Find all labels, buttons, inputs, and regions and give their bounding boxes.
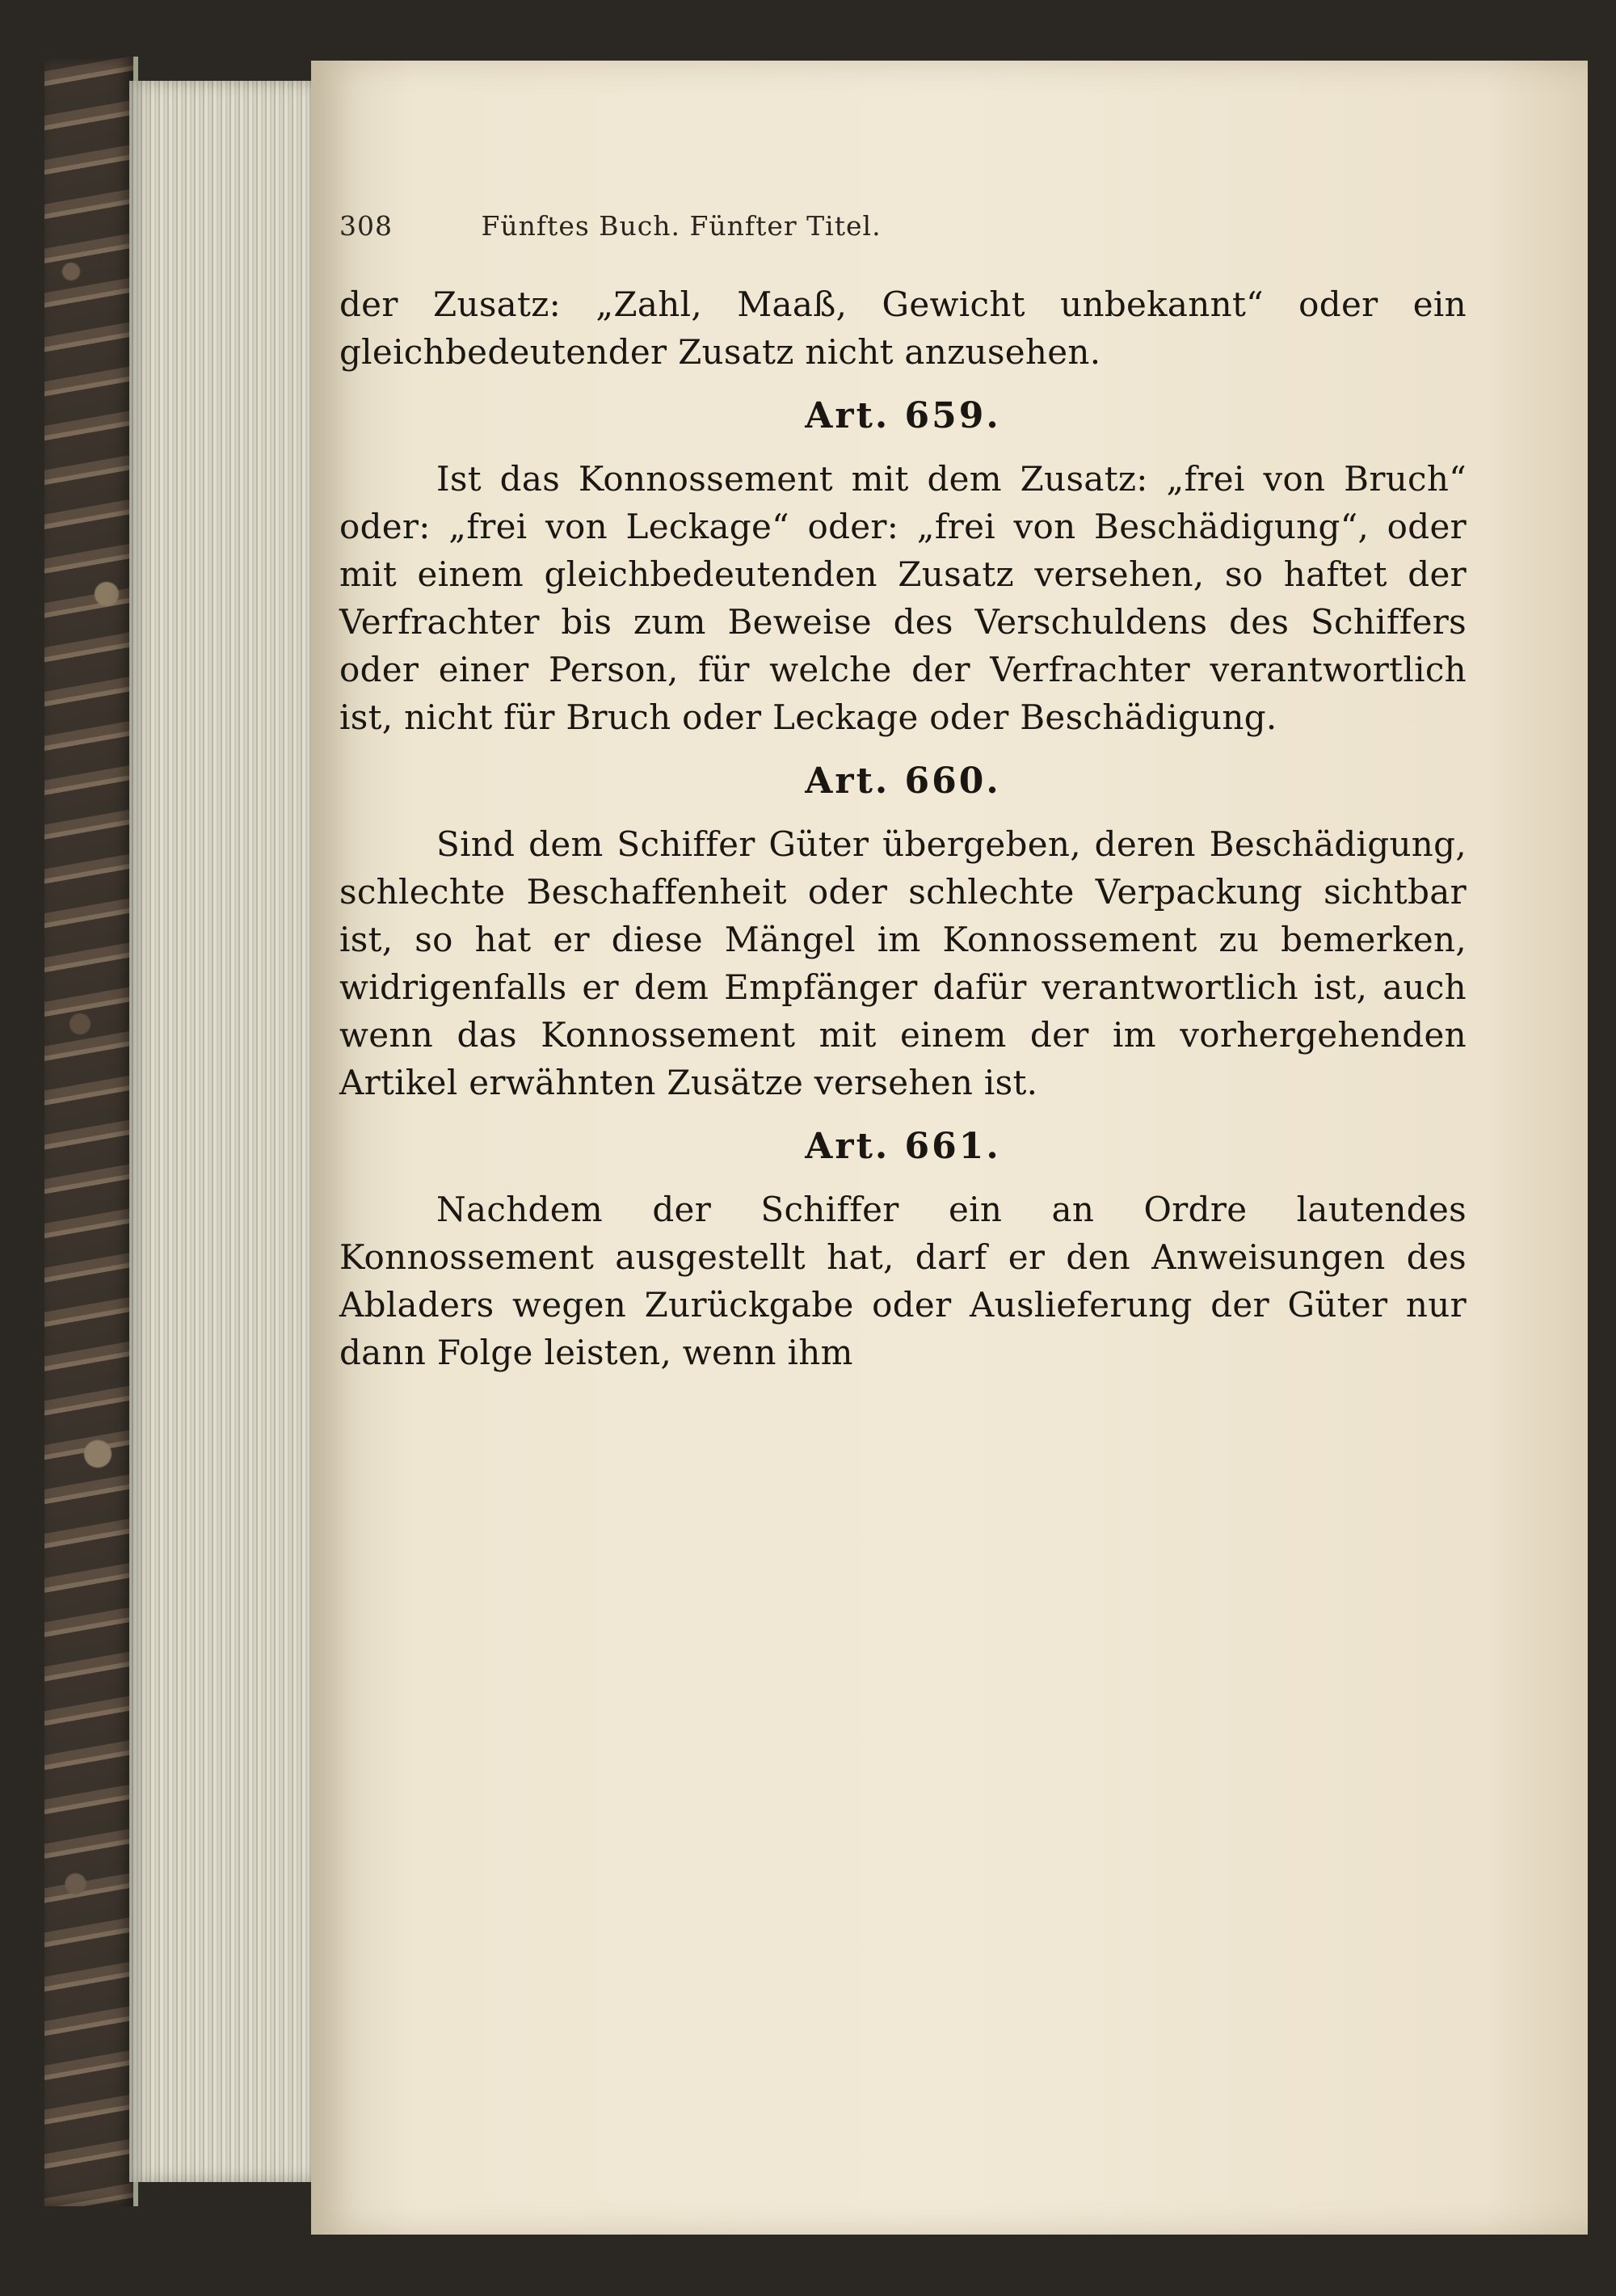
marbled-cover bbox=[44, 57, 138, 2206]
article-text-661: Nachdem der Schiffer ein an Ordre lautendes Konnossement ausgestellt hat, darf er den Anweisungen des Abladers wegen Zurückgabe oder Auslieferung der Güter nur dann Folge leisten, wenn ihm bbox=[339, 1190, 1467, 1372]
page-text bbox=[339, 210, 1467, 1376]
page-edges bbox=[129, 81, 323, 2182]
article-heading-661: Art. 661. bbox=[805, 1126, 1001, 1167]
article-text-659: Ist das Konnossement mit dem Zusatz: „frei von Bruch“ oder: „frei von Leckage“ oder: „frei von Beschädigung“, oder mit einem gleichbedeutenden Zusatz versehen, so haftet der Verfrachter bis zum Beweise des Verschuldens des Schiffers oder einer Person, für welche der Verfrachter verantwortlich ist, nicht für Bruch oder Leckage oder Beschädigung. bbox=[339, 459, 1467, 737]
article-text-660: Sind dem Schiffer Güter übergeben, deren Beschädigung, schlechte Beschaffenheit oder schlechte Verpackung sichtbar ist, so hat er diese Mängel im Konnossement zu bemerken, widrigenfalls er dem Empfänger dafür verantwortlich ist, auch wenn das Konnossement mit einem der im vorhergehenden Artikel erwähnten Zusätze versehen ist. bbox=[339, 824, 1467, 1102]
page-number: 308 bbox=[339, 210, 393, 242]
running-header bbox=[339, 210, 970, 242]
article-heading-659: Art. 659. bbox=[805, 395, 1001, 436]
intro-paragraph: der Zusatz: „Zahl, Maaß, Gewicht unbekannt“ oder ein gleichbedeutender Zusatz nicht anzusehen. bbox=[339, 284, 1467, 372]
article-heading-660: Art. 660. bbox=[805, 760, 1001, 802]
running-title: Fünftes Buch. Fünfter Titel. bbox=[481, 210, 882, 242]
